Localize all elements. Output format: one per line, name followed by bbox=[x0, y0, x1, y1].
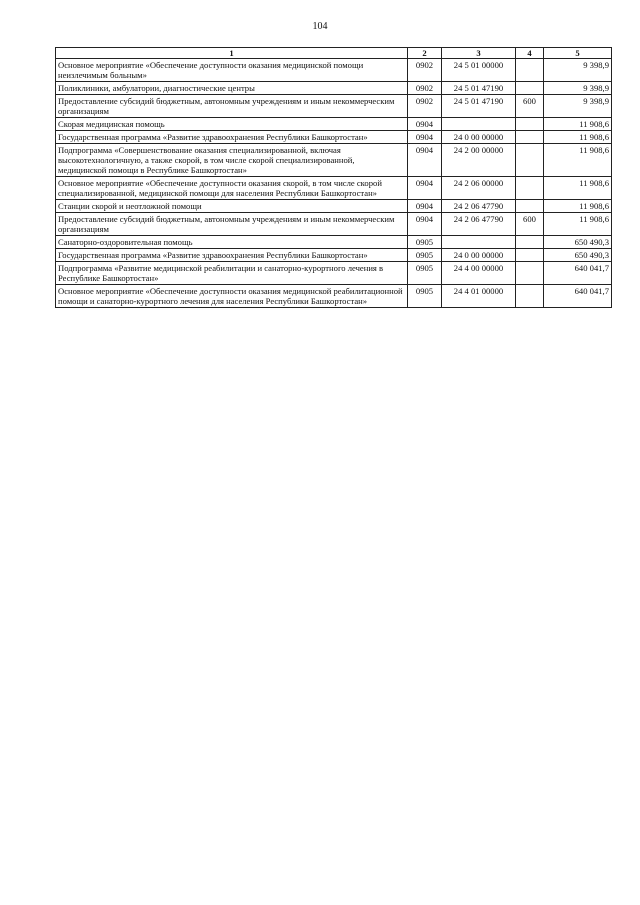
table-row bbox=[56, 59, 612, 82]
cell-section-code: 0904 bbox=[408, 177, 442, 200]
cell-section-code: 0905 bbox=[408, 249, 442, 262]
cell-amount: 650 490,3 bbox=[544, 249, 612, 262]
cell-target-article: 24 2 06 47790 bbox=[442, 200, 516, 213]
cell-section-code: 0904 bbox=[408, 200, 442, 213]
cell-expense-type bbox=[516, 262, 544, 285]
cell-amount: 11 908,6 bbox=[544, 213, 612, 236]
cell-amount: 11 908,6 bbox=[544, 200, 612, 213]
cell-expense-type bbox=[516, 249, 544, 262]
table-row bbox=[56, 144, 612, 177]
header-col-4: 4 bbox=[516, 48, 544, 59]
cell-amount: 650 490,3 bbox=[544, 236, 612, 249]
cell-expense-type bbox=[516, 200, 544, 213]
cell-section-code: 0902 bbox=[408, 82, 442, 95]
cell-expense-type bbox=[516, 236, 544, 249]
cell-name: Государственная программа «Развитие здравоохранения Республики Башкортостан» bbox=[56, 131, 408, 144]
cell-target-article: 24 2 00 00000 bbox=[442, 144, 516, 177]
cell-section-code: 0904 bbox=[408, 131, 442, 144]
cell-target-article: 24 4 01 00000 bbox=[442, 285, 516, 308]
cell-name: Предоставление субсидий бюджетным, автономным учреждениям и иным некоммерческим организациям bbox=[56, 95, 408, 118]
cell-amount: 9 398,9 bbox=[544, 82, 612, 95]
table-row bbox=[56, 177, 612, 200]
cell-amount: 640 041,7 bbox=[544, 262, 612, 285]
table-header bbox=[56, 48, 612, 59]
cell-amount: 9 398,9 bbox=[544, 59, 612, 82]
cell-amount: 11 908,6 bbox=[544, 144, 612, 177]
cell-name: Основное мероприятие «Обеспечение доступности оказания медицинской реабилитационной помощи и санаторно-курортного лечения для населения Республики Башкортостан» bbox=[56, 285, 408, 308]
table-row bbox=[56, 213, 612, 236]
cell-target-article: 24 0 00 00000 bbox=[442, 249, 516, 262]
cell-expense-type bbox=[516, 144, 544, 177]
cell-target-article: 24 5 01 47190 bbox=[442, 95, 516, 118]
cell-name: Поликлиники, амбулатории, диагностические центры bbox=[56, 82, 408, 95]
cell-amount: 9 398,9 bbox=[544, 95, 612, 118]
table-row bbox=[56, 131, 612, 144]
cell-name: Основное мероприятие «Обеспечение доступности оказания скорой, в том числе скорой специализированной, медицинской помощи для населения Республики Башкортостан» bbox=[56, 177, 408, 200]
cell-name: Основное мероприятие «Обеспечение доступности оказания медицинской помощи неизлечимым больным» bbox=[56, 59, 408, 82]
cell-name: Предоставление субсидий бюджетным, автономным учреждениям и иным некоммерческим организациям bbox=[56, 213, 408, 236]
cell-name: Подпрограмма «Совершенствование оказания специализированной, включая высокотехнологичную, а также скорой, в том числе скорой специализированной, медицинской помощи в Республике Башкортостан» bbox=[56, 144, 408, 177]
cell-name: Скорая медицинская помощь bbox=[56, 118, 408, 131]
cell-section-code: 0902 bbox=[408, 59, 442, 82]
cell-target-article: 24 4 00 00000 bbox=[442, 262, 516, 285]
table-body bbox=[56, 59, 612, 308]
page-number: 104 bbox=[312, 21, 328, 32]
cell-expense-type bbox=[516, 118, 544, 131]
cell-target-article: 24 0 00 00000 bbox=[442, 131, 516, 144]
cell-target-article bbox=[442, 118, 516, 131]
cell-expense-type bbox=[516, 82, 544, 95]
table-row bbox=[56, 249, 612, 262]
cell-section-code: 0904 bbox=[408, 213, 442, 236]
cell-expense-type bbox=[516, 59, 544, 82]
header-col-2: 2 bbox=[408, 48, 442, 59]
table-row bbox=[56, 236, 612, 249]
cell-name: Государственная программа «Развитие здравоохранения Республики Башкортостан» bbox=[56, 249, 408, 262]
cell-amount: 11 908,6 bbox=[544, 118, 612, 131]
table-row bbox=[56, 285, 612, 308]
header-col-1: 1 bbox=[56, 48, 408, 59]
table-row bbox=[56, 95, 612, 118]
table-row bbox=[56, 82, 612, 95]
cell-section-code: 0902 bbox=[408, 95, 442, 118]
cell-target-article: 24 2 06 00000 bbox=[442, 177, 516, 200]
cell-section-code: 0904 bbox=[408, 118, 442, 131]
table-row bbox=[56, 200, 612, 213]
cell-section-code: 0905 bbox=[408, 285, 442, 308]
cell-expense-type bbox=[516, 285, 544, 308]
cell-target-article: 24 5 01 47190 bbox=[442, 82, 516, 95]
cell-section-code: 0905 bbox=[408, 236, 442, 249]
cell-target-article bbox=[442, 236, 516, 249]
cell-section-code: 0905 bbox=[408, 262, 442, 285]
cell-name: Станции скорой и неотложной помощи bbox=[56, 200, 408, 213]
cell-amount: 640 041,7 bbox=[544, 285, 612, 308]
cell-target-article: 24 2 06 47790 bbox=[442, 213, 516, 236]
cell-target-article: 24 5 01 00000 bbox=[442, 59, 516, 82]
header-col-3: 3 bbox=[442, 48, 516, 59]
cell-amount: 11 908,6 bbox=[544, 131, 612, 144]
cell-name: Подпрограмма «Развитие медицинской реабилитации и санаторно-курортного лечения в Республике Башкортостан» bbox=[56, 262, 408, 285]
cell-expense-type: 600 bbox=[516, 213, 544, 236]
cell-expense-type bbox=[516, 131, 544, 144]
cell-expense-type bbox=[516, 177, 544, 200]
header-row bbox=[56, 48, 612, 59]
table-row bbox=[56, 118, 612, 131]
cell-section-code: 0904 bbox=[408, 144, 442, 177]
cell-amount: 11 908,6 bbox=[544, 177, 612, 200]
budget-table bbox=[55, 47, 612, 308]
cell-expense-type: 600 bbox=[516, 95, 544, 118]
cell-name: Санаторно-оздоровительная помощь bbox=[56, 236, 408, 249]
table-row bbox=[56, 262, 612, 285]
header-col-5: 5 bbox=[544, 48, 612, 59]
